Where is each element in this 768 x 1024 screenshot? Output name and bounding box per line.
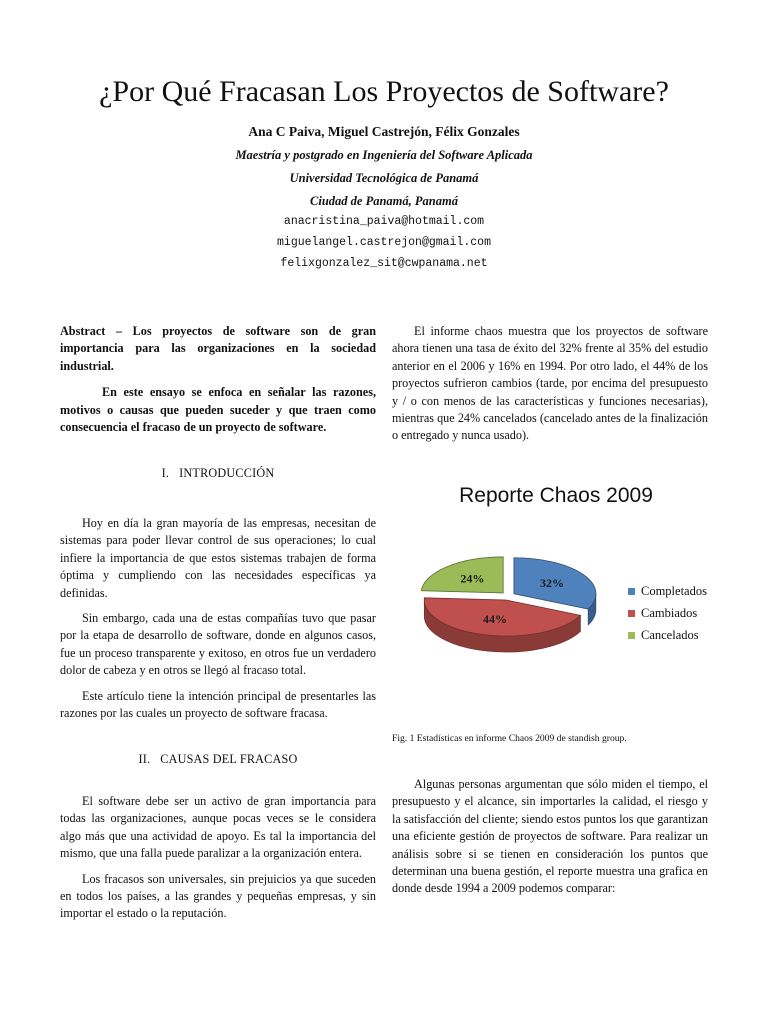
body-paragraph: Los fracasos son universales, sin prejuicios ya que suceden en todos los países, a las grandes y pequeñas empresas, y sin importar el estado o la reputación. <box>60 871 376 921</box>
introduction-body <box>60 515 376 722</box>
paper-title: ¿Por Qué Fracasan Los Proyectos de Software? <box>99 75 669 108</box>
legend-label: Cambiados <box>641 605 698 620</box>
abstract-paragraph: En este ensayo se enfoca en señalar las razones, motivos o causas que pueden suceder y que traen como consecuencia el fracaso de un proyecto de software. <box>60 385 376 435</box>
pie-chart <box>420 548 616 666</box>
section-heading-causas <box>60 752 376 767</box>
paper-authors: Ana C Paiva, Miguel Castrejón, Félix Gonzales <box>248 124 520 139</box>
pie-data-label-completados: 32% <box>539 576 564 591</box>
legend-item-cancelados <box>628 624 707 646</box>
section-heading-introduccion <box>60 466 376 481</box>
affiliation-program: Maestría y postgrado en Ingeniería del Software Aplicada <box>235 148 533 162</box>
legend-item-completados <box>628 580 707 602</box>
body-paragraph: El software debe ser un activo de gran importancia para todas las organizaciones, aunque pocas veces se le considera algo más que una actividad de apoyo. Es tal la importancia del mismo, que una falla puede paralizar a la organización entera. <box>60 794 376 861</box>
chaos-report-paragraph <box>392 323 708 445</box>
legend-swatch <box>628 610 635 617</box>
body-paragraph: Este artículo tiene la intención principal de presentarles las razones por las cuales un proyecto de software fracasa. <box>60 688 376 721</box>
legend-label: Cancelados <box>641 627 699 642</box>
pie-data-label-cambiados: 44% <box>483 612 508 627</box>
section-number: I. <box>161 466 170 480</box>
affiliation-university: Universidad Tecnológica de Panamá <box>289 171 479 185</box>
chart-title: Reporte Chaos 2009 <box>459 484 653 507</box>
pie-data-label-cancelados: 24% <box>460 571 485 586</box>
section-title: CAUSAS DEL FRACASO <box>160 752 298 766</box>
abstract-paragraph: Abstract – Los proyectos de software son de gran importancia para las organizaciones en la sociedad industrial. <box>60 324 376 373</box>
affiliation-city: Ciudad de Panamá, Panamá <box>310 194 458 208</box>
body-paragraph: Hoy en día la gran mayoría de las empresas, necesitan de sistemas para poder llevar control de sus operaciones; lo cual infiere la importancia de que estos sistemas trabajen de forma óptima y cumpliendo con las necesidades específicas ya definidas. <box>60 516 376 600</box>
chart-legend <box>628 580 707 646</box>
causes-body <box>60 793 376 923</box>
author-email: felixgonzalez_sit@cwpanama.net <box>280 257 488 270</box>
section-number: II. <box>138 752 151 766</box>
analysis-paragraph <box>392 776 708 898</box>
section-title: INTRODUCCIÓN <box>179 466 275 480</box>
author-email: miguelangel.castrejon@gmail.com <box>277 236 491 249</box>
body-paragraph: Algunas personas argumentan que sólo miden el tiempo, el presupuesto y el alcance, sin importarles la calidad, el riesgo y la satisfacción del cliente; siendo estos puntos los que garantizan una eficiente gestión de proyectos de software. Para realizar un análisis sobre si se tienen en consideración los puntos que determinan una buena gestión, el reporte muestra una grafica en donde desde 1994 a 2009 podemos comparar: <box>392 777 708 896</box>
legend-item-cambiados <box>628 602 707 624</box>
legend-swatch <box>628 588 635 595</box>
author-email: anacristina_paiva@hotmail.com <box>283 215 485 228</box>
body-paragraph: El informe chaos muestra que los proyectos de software ahora tienen una tasa de éxito del 32% frente al 35% del estudio anterior en el 2006 y 16% en 1994. Por otro lado, el 44% de los proyectos sufrieron cambios (tarde, por encima del presupuesto y / o con menos de las características y funciones necesarias), mientras que 24% cancelados (cancelado antes de la finalización o entregado y nunca usado). <box>392 324 708 443</box>
abstract <box>60 323 376 436</box>
legend-swatch <box>628 632 635 639</box>
figure-caption: Fig. 1 Estadísticas en informe Chaos 2009 de standish group. <box>392 733 627 744</box>
legend-label: Completados <box>641 583 707 598</box>
body-paragraph: Sin embargo, cada una de estas compañías tuvo que pasar por la etapa de desarrollo de software, donde en algunos casos, fue un proceso transparente y exitoso, en otros fue un verdadero dolor de cabeza y en otros se llegó al fracaso total. <box>60 611 376 678</box>
